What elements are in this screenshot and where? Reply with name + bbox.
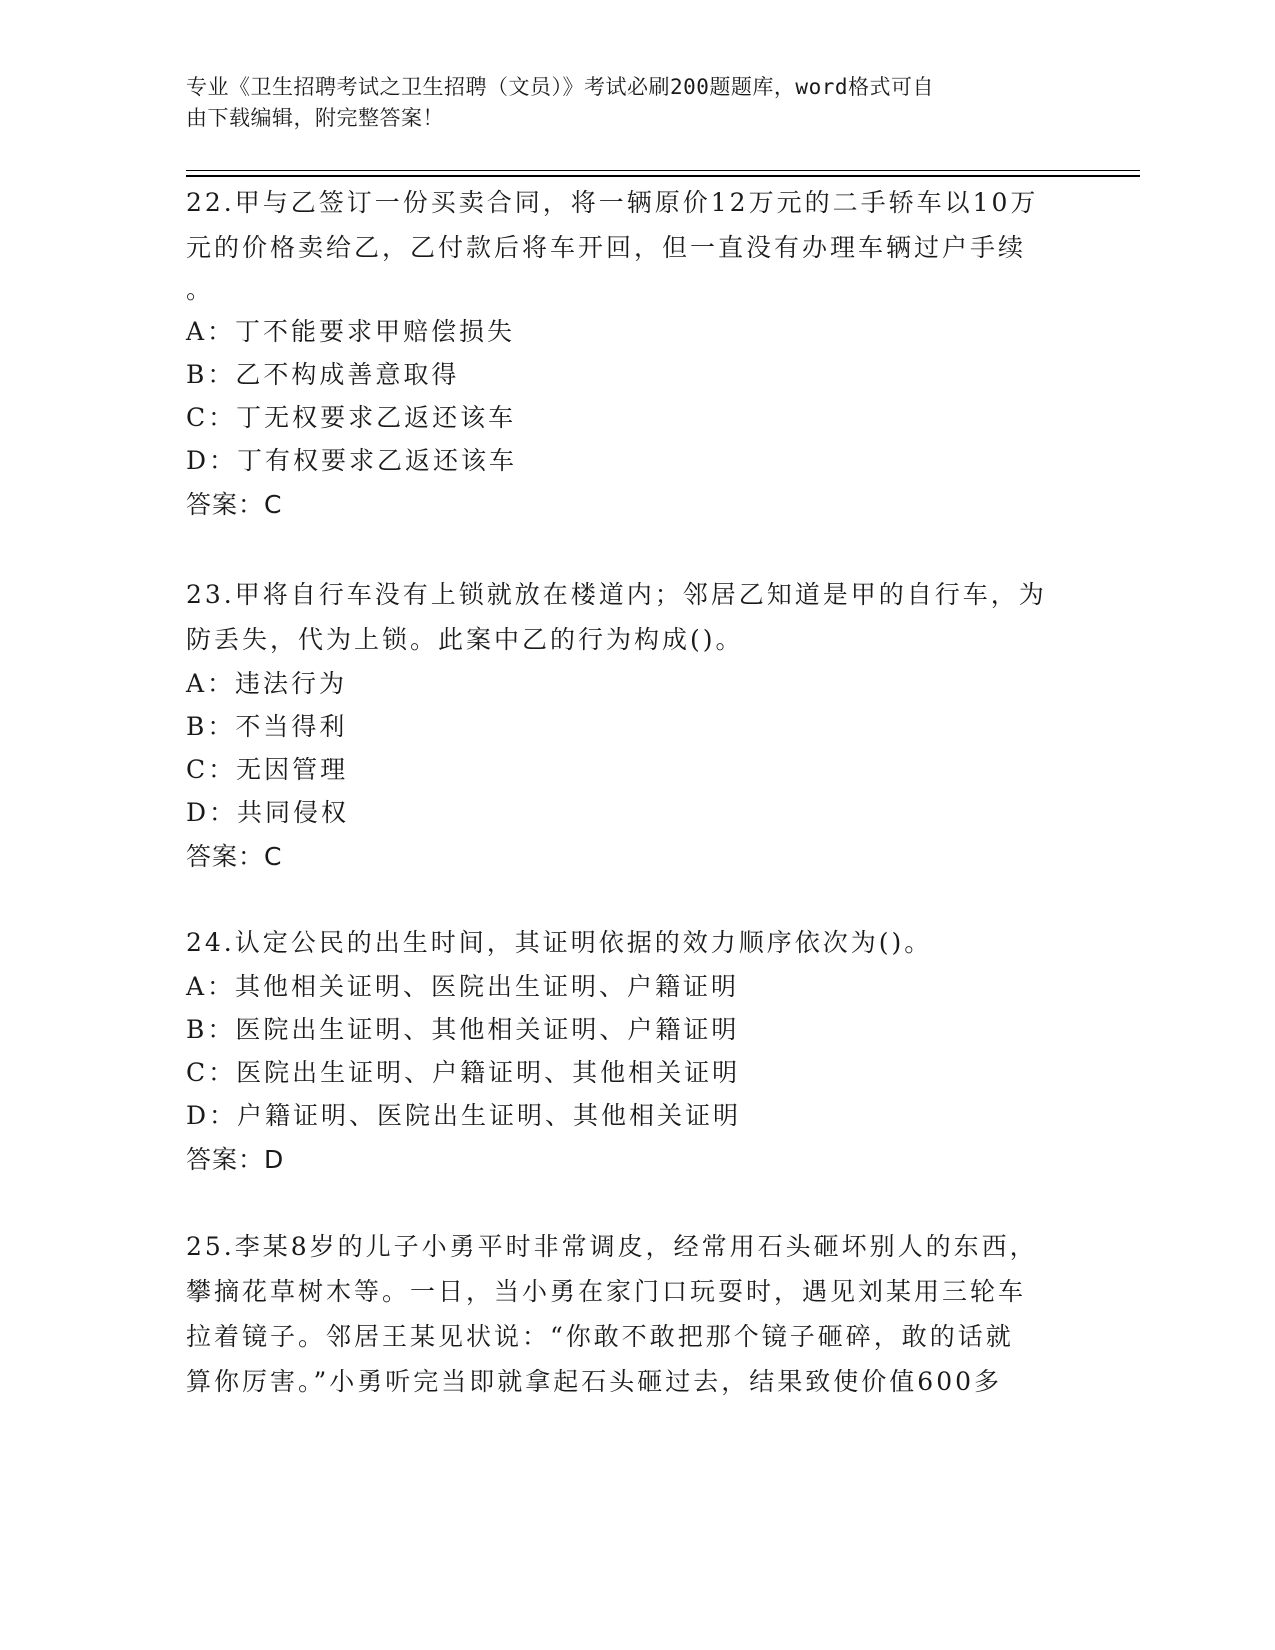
question-22 bbox=[186, 180, 1066, 527]
document-header bbox=[186, 72, 1066, 134]
question-24 bbox=[186, 920, 1066, 1182]
option-b: B：医院出生证明、其他相关证明、户籍证明 bbox=[186, 1015, 740, 1044]
option-d: D：共同侵权 bbox=[186, 798, 350, 827]
question-stem-line: 。 bbox=[186, 275, 215, 304]
header-divider-thick bbox=[186, 175, 1140, 177]
question-25 bbox=[186, 1224, 1066, 1404]
question-stem-line: 23.甲将自行车没有上锁就放在楼道内；邻居乙知道是甲的自行车，为 bbox=[186, 580, 1047, 609]
question-stem-line: 算你厉害。”小勇听完当即就拿起石头砸过去，结果致使价值600多 bbox=[186, 1367, 1003, 1396]
option-c: C：无因管理 bbox=[186, 755, 349, 784]
answer-line: 答案：D bbox=[186, 1145, 285, 1174]
option-b: B：乙不构成善意取得 bbox=[186, 360, 460, 389]
question-stem-line: 22.甲与乙签订一份买卖合同，将一辆原价12万元的二手轿车以10万 bbox=[186, 188, 1039, 217]
answer-line: 答案：C bbox=[186, 490, 283, 519]
header-line-2: 由下载编辑，附完整答案！ bbox=[186, 106, 444, 130]
question-stem-line: 防丢失，代为上锁。此案中乙的行为构成()。 bbox=[186, 625, 744, 654]
option-c: C：丁无权要求乙返还该车 bbox=[186, 403, 517, 432]
option-d: D：户籍证明、医院出生证明、其他相关证明 bbox=[186, 1101, 742, 1130]
question-stem-line: 拉着镜子。邻居王某见状说：“你敢不敢把那个镜子砸碎，敢的话就 bbox=[186, 1322, 1014, 1351]
question-23 bbox=[186, 572, 1066, 879]
option-a: A：丁不能要求甲赔偿损失 bbox=[186, 317, 516, 346]
question-stem-line: 元的价格卖给乙，乙付款后将车开回，但一直没有办理车辆过户手续 bbox=[186, 233, 1027, 262]
answer-line: 答案：C bbox=[186, 842, 283, 871]
header-divider-thin bbox=[186, 170, 1140, 171]
option-a: A：违法行为 bbox=[186, 669, 348, 698]
question-stem-line: 24.认定公民的出生时间，其证明依据的效力顺序依次为()。 bbox=[186, 928, 933, 957]
option-a: A：其他相关证明、医院出生证明、户籍证明 bbox=[186, 972, 740, 1001]
header-line-1: 专业《卫生招聘考试之卫生招聘（文员）》考试必刷200题题库，word格式可自 bbox=[186, 75, 934, 99]
option-c: C：医院出生证明、户籍证明、其他相关证明 bbox=[186, 1058, 741, 1087]
option-b: B：不当得利 bbox=[186, 712, 348, 741]
question-stem-line: 攀摘花草树木等。一日，当小勇在家门口玩耍时，遇见刘某用三轮车 bbox=[186, 1277, 1027, 1306]
question-stem-line: 25.李某8岁的儿子小勇平时非常调皮，经常用石头砸坏别人的东西， bbox=[186, 1232, 1038, 1261]
option-d: D：丁有权要求乙返还该车 bbox=[186, 446, 518, 475]
